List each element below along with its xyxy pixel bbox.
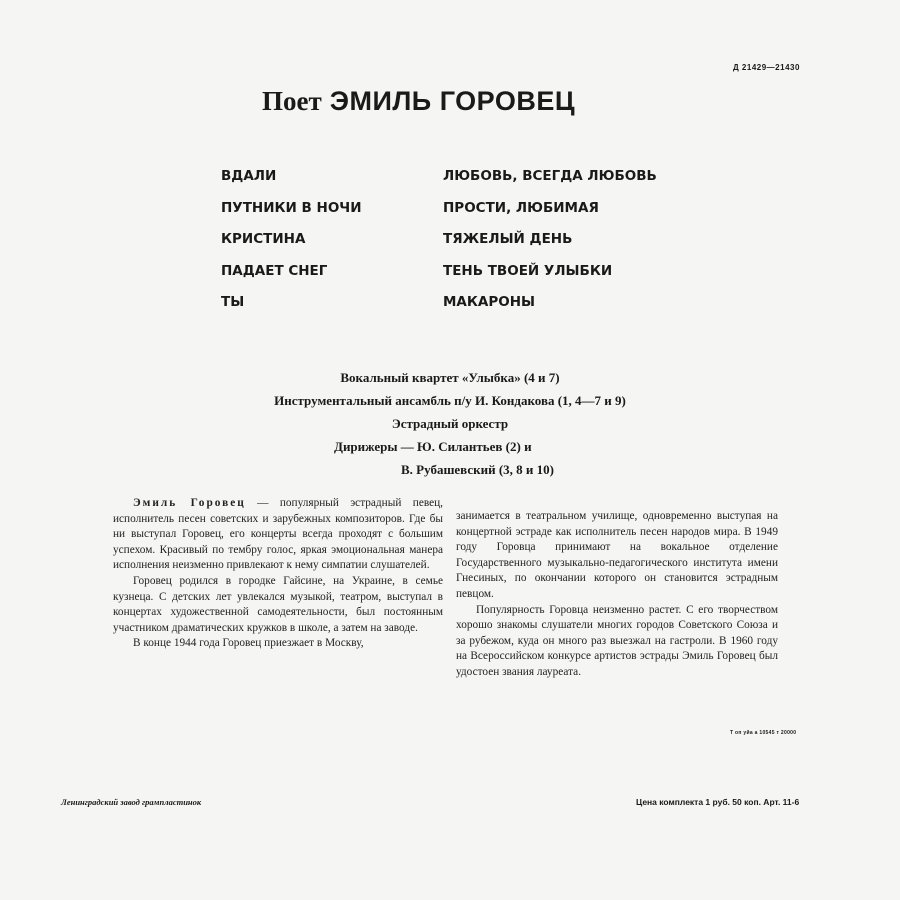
bio-paragraph: Популярность Горовца неизменно растет. С его творчеством хорошо знакомы слушатели многих городов Советского Союза и за рубежом, куда он много раз выезжал на гастроли. В 1960 году на Всероссийском конкурсе артистов эстрады Эмиль Горовец был удостоен звания лауреата. (456, 603, 778, 678)
bio-lead: Эмиль Горовец (133, 497, 246, 509)
track-item: ПАДАЕТ СНЕГ (221, 262, 328, 279)
track-item: ТЕНЬ ТВОЕЙ УЛЫБКИ (443, 262, 613, 279)
credits (0, 368, 900, 483)
track-item: ТЯЖЕЛЫЙ ДЕНЬ (443, 231, 573, 247)
bio-column-1 (113, 496, 443, 652)
bio-column-2 (456, 509, 778, 681)
page-title (262, 86, 575, 117)
track-item: ВДАЛИ (221, 168, 277, 184)
print-code: Т оп уйа а 10545 т 20000 (730, 730, 797, 736)
title-prefix: Поет (262, 86, 322, 116)
credit-conductors-2: В. Рубашевский (3, 8 и 10) (401, 462, 555, 477)
track-column-right (443, 166, 657, 324)
credit-quartet: Вокальный квартет «Улыбка» (4 и 7) (340, 370, 560, 385)
track-item: ЛЮБОВЬ, ВСЕГДА ЛЮБОВЬ (443, 168, 657, 184)
track-column-left (221, 166, 362, 324)
credit-conductors-1: Дирижеры — Ю. Силантьев (2) и (334, 439, 532, 454)
bio-text: — популярный эстрадный певец, исполнитель песен советских и зарубежных композиторов. Где бы ни выступал Горовец, его концерты всегда проходят с большим успехом. Красивый по тембру голос, яркая эмоциональная манера исполнения неизменно привлекают к нему симпатии слушателей. (113, 497, 443, 572)
bio-paragraph: В конце 1944 года Горовец приезжает в Москву, (133, 637, 364, 650)
catalog-number: Д 21429—21430 (733, 63, 800, 72)
track-item: КРИСТИНА (221, 231, 306, 247)
track-item: МАКАРОНЫ (443, 294, 536, 310)
track-item: ТЫ (221, 294, 245, 310)
bio-paragraph: занимается в театральном училище, одновременно выступая на концертной эстраде как исполнитель песен народов мира. В 1949 году Горовца принимают на вокальное отделение Государственного музыкально-педагогического института имени Гнесиных, по окончании которого он становится эстрадным певцом. (456, 510, 778, 600)
credit-ensemble: Инструментальный ансамбль п/у И. Кондакова (1, 4—7 и 9) (274, 393, 626, 408)
artist-name: ЭМИЛЬ ГОРОВЕЦ (329, 86, 576, 116)
track-item: ПРОСТИ, ЛЮБИМАЯ (443, 199, 599, 216)
bio-paragraph: Горовец родился в городке Гайсине, на Украине, в семье кузнеца. С детских лет увлекался музыкой, театром, выступал в концертах художественной самодеятельности, был постоянным участником драматических кружков в школе, а затем на заводе. (113, 574, 443, 634)
track-item: ПУТНИКИ В НОЧИ (221, 199, 362, 216)
manufacturer: Ленинградский завод грампластинок (61, 797, 202, 807)
price-info: Цена комплекта 1 руб. 50 коп. Арт. 11-6 (636, 797, 800, 807)
bio-paragraph (113, 496, 443, 574)
credit-orchestra: Эстрадный оркестр (391, 416, 509, 431)
